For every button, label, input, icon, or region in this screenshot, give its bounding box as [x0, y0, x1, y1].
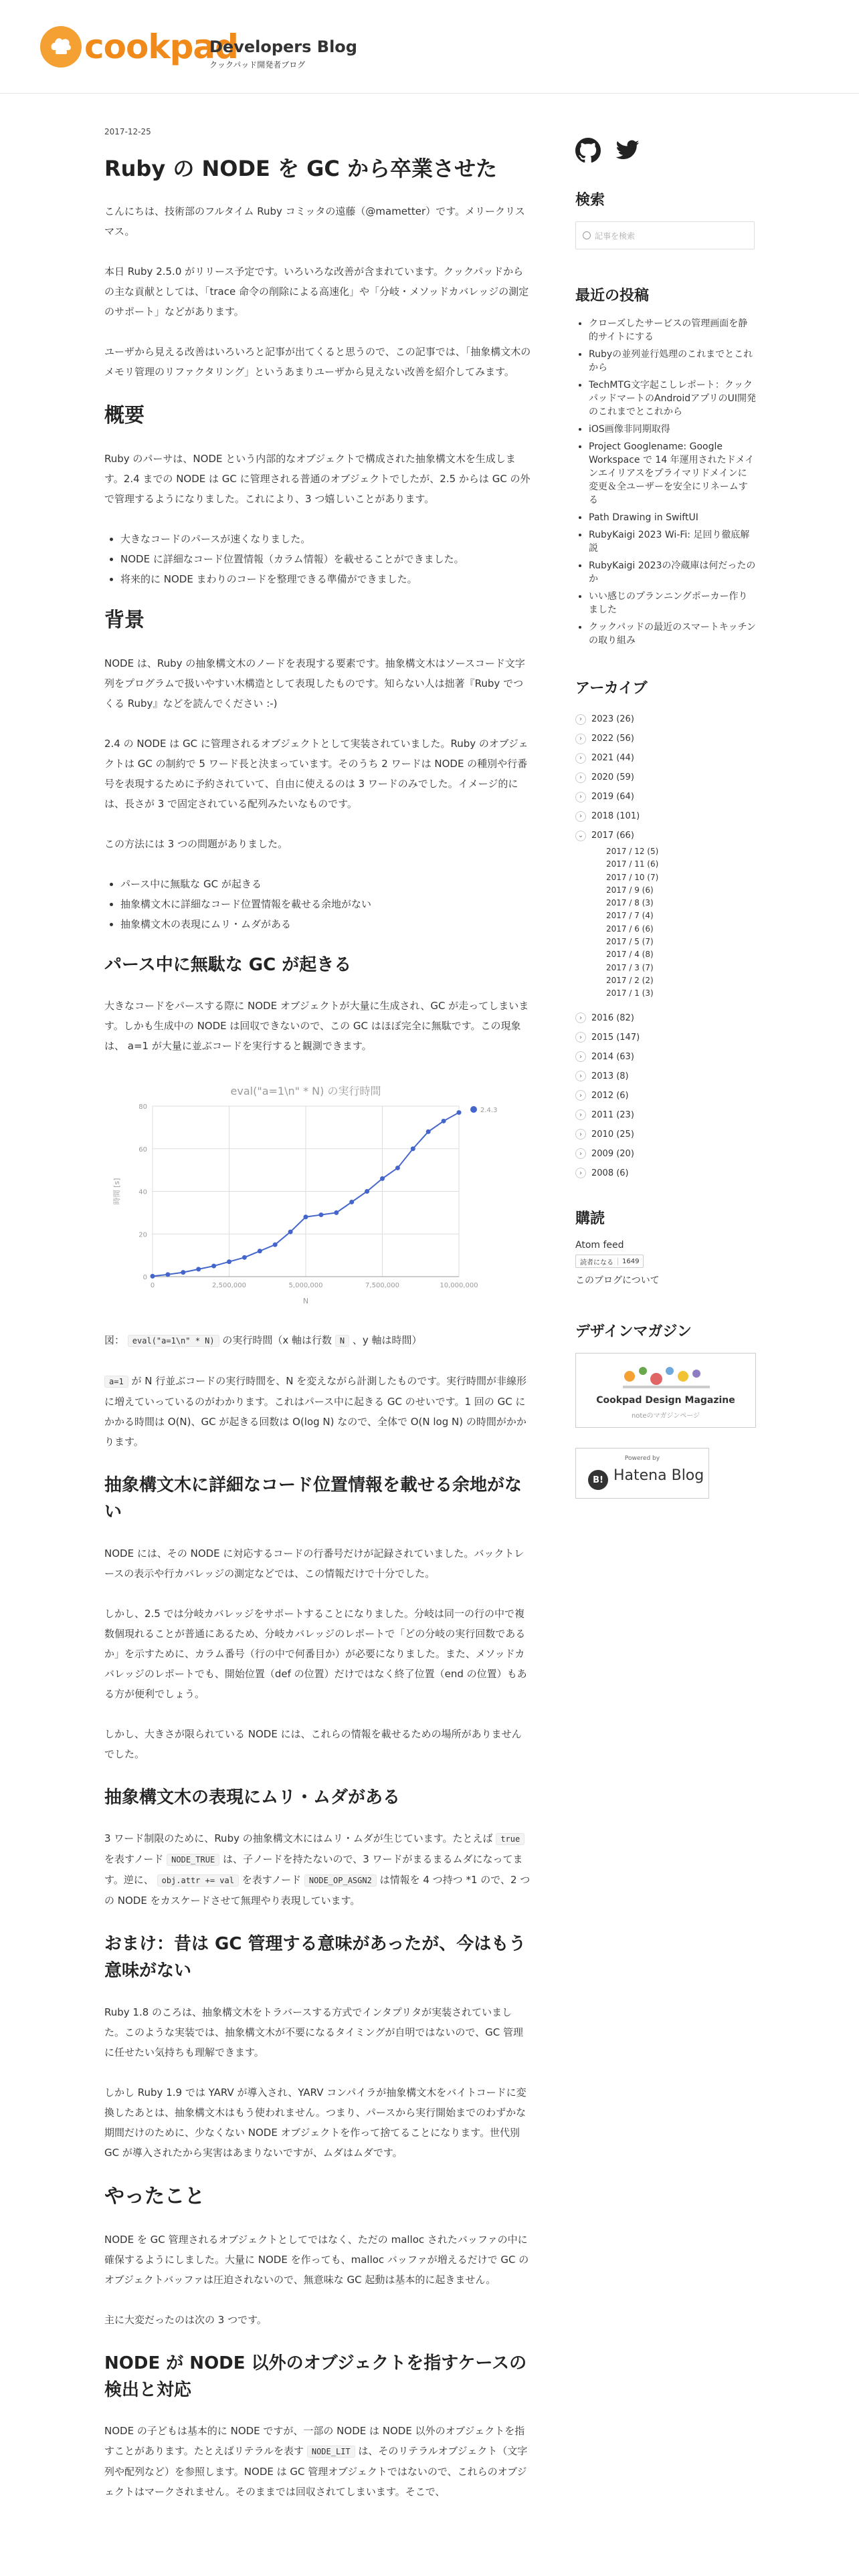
legend-label: 2.4.3	[480, 1107, 498, 1115]
subscribe-heading: 購読	[575, 1210, 605, 1227]
archive-year[interactable]	[575, 1144, 756, 1164]
heading-reference: NODE が NODE 以外のオブジェクトを指すケースの検出と対応	[104, 2353, 527, 2400]
inline-code: true	[496, 1833, 524, 1845]
list-item: • パース中に無駄な GC が起きる	[120, 874, 531, 894]
search-icon	[583, 231, 591, 239]
caption-code: eval("a=1\n" * N)	[128, 1335, 219, 1347]
archive-year-label[interactable]: 2019 (64)	[591, 792, 634, 802]
muri-text-e: は情報を 4 つ持つ *1 ので、2 つの NODE をカスケードさせて無理やり表現しています。	[104, 1873, 531, 1907]
archive-year-label[interactable]: 2016 (82)	[591, 1012, 634, 1023]
twitter-icon[interactable]	[614, 138, 641, 166]
x-tick-label: 0	[150, 1282, 155, 1290]
archive-year[interactable]	[575, 1105, 756, 1125]
line-chart	[104, 1076, 506, 1317]
muri-paragraph	[104, 1828, 531, 1911]
data-point	[411, 1146, 415, 1151]
background-paragraph-1: NODE は、Ruby の抽象構文木のノードを表現する要素です。抽象構文木はソースコード文字列をプログラムで扱いやすい木構造として表現したものです。知らない人は拙著『Ruby でつくる Ruby』などを読んでください :-)	[104, 657, 525, 710]
heading-gc: パース中に無駄な GC が起きる	[104, 954, 352, 975]
caption-end: 、y 軸は時間）	[352, 1334, 422, 1347]
archive-year[interactable]	[575, 729, 756, 748]
illustration-icon	[576, 1356, 757, 1396]
archive-year[interactable]	[575, 768, 756, 787]
archive-year-label[interactable]: 2011 (23)	[591, 1109, 634, 1120]
archive-year-label[interactable]: 2022 (56)	[591, 734, 634, 744]
location-paragraph-1: NODE には、その NODE に対応するコードの行番号だけが記録されていました。バックトレースの表示や行カバレッジの測定などでは、この情報だけで十分でした。	[104, 1547, 524, 1580]
omake-paragraph-2: しかし Ruby 1.9 では YARV が導入され、YARV コンパイラが抽象構文木をバイトコードに変換したあとは、抽象構文木はもう使われません。つまり、パースから実行開始までのわずかな期間だけのために、少なくない NODE オブジェクトを作って捨てることになります。世代別 GC が導入されたから実害はあまりないですが、ムダはムダです。	[104, 2086, 527, 2159]
chevron-right-icon[interactable]: ›	[575, 1168, 586, 1178]
chart-title: eval("a=1\n" * N) の実行時間	[230, 1085, 381, 1098]
archive-month[interactable]: 2017 / 5 (7)	[606, 937, 654, 947]
archive-year-label[interactable]: 2023 (26)	[591, 714, 634, 724]
location-paragraph-3: しかし、大きさが限られている NODE には、これらの情報を載せるための場所がありませんでした。	[104, 1727, 522, 1760]
hatena-name: Hatena Blog	[613, 1467, 704, 1485]
social-links	[575, 138, 756, 166]
data-point	[181, 1270, 185, 1275]
inline-code: a=1	[104, 1376, 128, 1388]
github-icon[interactable]	[575, 138, 601, 166]
powered-by-label: Powered by	[624, 1455, 660, 1463]
data-point	[211, 1264, 216, 1269]
archive-year-label[interactable]: 2014 (63)	[591, 1051, 634, 1062]
after-chart-text: が N 行並ぶコードの実行時間を、N を変えながら計測したものです。実行時間が非線形に増えていっているのがわかります。これはパース中に起きる GC のせいです。1 回の GC にかかる時間は O(N)、GC が起きる回数は O(log N) なので、全体で O(N log N) の時間がかかります。	[104, 1375, 527, 1448]
archive-year-label[interactable]: 2010 (25)	[591, 1129, 634, 1140]
data-point	[151, 1274, 155, 1279]
chevron-right-icon[interactable]: ›	[575, 1032, 586, 1043]
archive-year-label[interactable]: 2013 (8)	[591, 1071, 629, 1081]
recent-post-link[interactable]: • RubyKaigi 2023 Wi-Fi: 足回り徹底解説	[589, 528, 756, 555]
archive-year-label[interactable]: 2012 (6)	[591, 1090, 629, 1101]
archive-year-open[interactable]	[575, 826, 756, 845]
recent-post-link[interactable]: • TechMTG文字起こしレポート：クックパッドマートのAndroidアプリのUI開発のこれまでとこれから	[589, 379, 756, 419]
chevron-right-icon[interactable]: ›	[575, 1071, 586, 1081]
recent-post-link[interactable]: • iOS画像非同期取得	[589, 423, 756, 436]
muri-text-c: は、子ノードを持たないので、3 ワードがまるまるムダになってます。逆に、	[104, 1852, 523, 1886]
ref-text-a: NODE の子どもは基本的に NODE ですが、一部の NODE は NODE 以外のオブジェクトを指すことがあります。たとえばリテラルを表す	[104, 2425, 525, 2458]
data-point	[380, 1176, 385, 1181]
archive-month[interactable]: 2017 / 2 (2)	[606, 975, 654, 985]
chevron-right-icon[interactable]: ›	[575, 1109, 586, 1120]
overview-list	[120, 529, 531, 589]
archive-year[interactable]	[575, 1067, 756, 1086]
archive-month[interactable]: 2017 / 12 (5)	[606, 847, 659, 856]
heading-location: 抽象構文木に詳細なコード位置情報を載せる余地がない	[104, 1475, 522, 1523]
data-point	[288, 1230, 293, 1235]
archive-year[interactable]	[575, 748, 756, 768]
x-tick-label: 5,000,000	[288, 1282, 323, 1290]
inline-code: NODE_LIT	[307, 2446, 355, 2458]
intro-paragraph-1: こんにちは、技術部のフルタイム Ruby コミッタの遠藤（@mametter）です。メリークリスマス。	[104, 205, 525, 237]
logo-wordmark: cookpad	[84, 27, 238, 66]
blog-subtitle: クックパッド開発者ブログ	[209, 60, 306, 70]
archive-month[interactable]: 2017 / 8 (3)	[606, 898, 654, 908]
inline-code: obj.attr += val	[157, 1874, 239, 1887]
recent-post-link[interactable]: • Project Googlename: Google Workspace で 14 年運用されたドメインエイリアスをプライマリドメインに変更＆全ユーザーを安全にリネームする	[589, 440, 756, 507]
reference-paragraph	[104, 2421, 531, 2502]
chevron-right-icon[interactable]: ›	[575, 1090, 586, 1101]
chevron-right-icon[interactable]: ›	[575, 772, 586, 783]
chart-caption	[104, 1330, 531, 1351]
recent-post-link[interactable]: • Rubyの並列並行処理のこれまでとこれから	[589, 348, 756, 374]
data-point	[242, 1255, 247, 1260]
hatena-logo-icon: B!	[588, 1470, 608, 1490]
heading-done: やったこと	[104, 2184, 205, 2208]
archive-year-label[interactable]: 2008 (6)	[591, 1168, 629, 1178]
subscriber-count: 1649	[617, 1258, 643, 1265]
chevron-right-icon[interactable]: ›	[575, 734, 586, 744]
after-chart-paragraph	[104, 1371, 531, 1452]
design-heading: デザインマガジン	[575, 1323, 692, 1341]
heading-muri: 抽象構文木の表現にムリ・ムダがある	[104, 1787, 401, 1808]
data-point	[365, 1189, 369, 1194]
archive-month[interactable]: 2017 / 6 (6)	[606, 924, 654, 934]
data-point	[227, 1259, 231, 1264]
y-tick-label: 80	[138, 1103, 147, 1111]
recent-post-link[interactable]: • いい感じのプランニングポーカー作りました	[589, 590, 756, 617]
muri-text-b: を表すノード	[104, 1852, 164, 1865]
y-axis-label: 時間 [s]	[112, 1178, 121, 1205]
data-point	[457, 1110, 462, 1115]
overview-paragraph: Ruby のパーサは、NODE という内部的なオブジェクトで構成された抽象構文木を生成します。2.4 までの NODE は GC に管理される普通のオブジェクトでしたが、2.5 からは GC の外で管理するようになりました。これにより、3 つ嬉しいことがあります。	[104, 452, 531, 505]
archive-year-label[interactable]: 2021 (44)	[591, 753, 634, 763]
inline-code: NODE_OP_ASGN2	[304, 1874, 377, 1887]
article	[104, 127, 531, 2522]
recent-post-link[interactable]: • Path Drawing in SwiftUI	[589, 511, 756, 524]
search-placeholder: 記事を検索	[595, 231, 636, 241]
archive-year-label[interactable]: 2009 (20)	[591, 1148, 634, 1159]
intro-paragraph-2: 本日 Ruby 2.5.0 がリリース予定です。いろいろな改善が含まれています。クックパッドからの主な貢献としては、「trace 命令の削除による高速化」や「分岐・メソッドカバレッジの測定のサポート」などがあります。	[104, 265, 529, 318]
data-point	[196, 1267, 201, 1271]
post-date[interactable]: 2017-12-25	[104, 127, 151, 136]
list-item: • NODE に詳細なコード位置情報（カラム情報）を載せることができました。	[120, 549, 531, 569]
chevron-right-icon[interactable]: ›	[575, 811, 586, 822]
chevron-right-icon[interactable]: ›	[575, 792, 586, 802]
design-magazine-sub: noteのマガジンページ	[631, 1412, 700, 1420]
archive-month[interactable]: 2017 / 1 (3)	[606, 988, 654, 998]
data-point	[442, 1119, 446, 1123]
archive-month[interactable]: 2017 / 3 (7)	[606, 962, 654, 972]
execution-time-chart	[104, 1076, 506, 1317]
heading-omake: おまけ：昔は GC 管理する意味があったが、今はもう意味がない	[104, 1933, 527, 1981]
intro-paragraph-3: ユーザから見える改善はいろいろと記事が出てくると思うので、この記事では、「抽象構文木のメモリ管理のリファクタリング」というあまりユーザから見えない改善を紹介してみます。	[104, 345, 531, 378]
data-point	[349, 1200, 354, 1204]
data-point	[395, 1166, 400, 1170]
archive-month[interactable]: 2017 / 7 (4)	[606, 911, 654, 921]
archive-year[interactable]	[575, 1047, 756, 1067]
gc-paragraph: 大きなコードをパースする際に NODE オブジェクトが大量に生成され、GC が走ってしまいます。しかも生成中の NODE は回収できないので、この GC はほぼ完全に無駄です。この現象は、 a=1 が大量に並ぶコードを実行すると観測できます。	[104, 1000, 529, 1053]
caption-text: の実行時間（x 軸は行数	[222, 1334, 332, 1347]
about-link[interactable]: このブログについて	[575, 1275, 660, 1287]
archive-year[interactable]	[575, 1028, 756, 1047]
design-magazine-banner[interactable]	[575, 1353, 756, 1428]
archive-month[interactable]: 2017 / 4 (8)	[606, 950, 654, 960]
chef-hat-icon	[40, 26, 82, 68]
archive-year-label[interactable]: 2020 (59)	[591, 772, 634, 782]
data-point	[165, 1272, 170, 1277]
archive-year[interactable]	[575, 1086, 756, 1105]
heading-overview: 概要	[104, 403, 145, 427]
recent-post-link[interactable]: • クローズしたサービスの管理画面を静的サイトにする	[589, 317, 756, 344]
cookpad-logo[interactable]	[40, 25, 238, 68]
archive-list	[575, 710, 756, 1183]
x-axis-label: N	[302, 1297, 309, 1306]
archive-year[interactable]	[575, 1008, 756, 1028]
chevron-right-icon[interactable]: ›	[575, 1148, 586, 1159]
location-paragraph-2: しかし、2.5 では分岐カバレッジをサポートすることになりました。分岐は同一の行の中で複数個現れることが普通にあるため、分岐カバレッジのレポートで「どの分岐の実行回数であるか」を示すために、カラム番号（行の中で何番目か）が必要になりました。また、メソッドカバレッジのレポートでも、開始位置（def の位置）だけではなく終了位置（end の位置）もある方が便利でしょう。	[104, 1607, 527, 1700]
data-point	[258, 1249, 262, 1253]
x-tick-label: 7,500,000	[365, 1282, 399, 1290]
archive-month[interactable]: 2017 / 11 (6)	[606, 859, 659, 869]
archive-year[interactable]	[575, 1125, 756, 1144]
caption-code-n: N	[335, 1335, 349, 1347]
post-title[interactable]: Ruby の NODE を GC から卒業させた	[104, 156, 498, 181]
search-input[interactable]	[575, 221, 755, 249]
data-point	[426, 1130, 431, 1134]
chevron-down-icon[interactable]: ⌄	[575, 831, 586, 841]
subscribe-label[interactable]: 読者になる	[580, 1259, 613, 1267]
x-tick-label: 2,500,000	[212, 1282, 246, 1290]
background-paragraph-2: 2.4 の NODE は GC に管理されるオブジェクトとして実装されていました。Ruby のオブジェクトは GC の制約で 5 ワード長と決まっています。そのうち 2 ワードは NODE の種別や行番号を表現するために予約されていて、自由に使えるのは 3 ワードのみでした。イメージ的には、長さが 3 で固定されている配列みたいなものです。	[104, 737, 529, 810]
archive-month[interactable]: 2017 / 9 (6)	[606, 885, 654, 895]
problems-list	[120, 874, 531, 934]
muri-text-a: 3 ワード制限のために、Ruby の抽象構文木にはムリ・ムダが生じています。たとえば	[104, 1832, 493, 1844]
chevron-right-icon[interactable]: ›	[575, 1012, 586, 1023]
data-point	[304, 1214, 308, 1219]
heading-background: 背景	[104, 608, 145, 632]
chevron-right-icon[interactable]: ›	[575, 1129, 586, 1140]
archive-year-label[interactable]: 2018 (101)	[591, 811, 640, 821]
list-item: • 抽象構文木の表現にムリ・ムダがある	[120, 914, 531, 934]
legend-marker	[470, 1106, 477, 1113]
data-point	[334, 1210, 339, 1215]
design-magazine-title: Cookpad Design Magazine	[596, 1395, 735, 1406]
blog-title[interactable]: Developers Blog	[209, 37, 357, 56]
data-point	[273, 1243, 278, 1247]
archive-month[interactable]: 2017 / 10 (7)	[606, 872, 659, 882]
list-item: • 抽象構文木に詳細なコード位置情報を載せる余地がない	[120, 894, 531, 914]
y-tick-label: 40	[138, 1188, 147, 1196]
archive-year[interactable]	[575, 710, 756, 729]
y-tick-label: 60	[138, 1146, 147, 1154]
x-tick-label: 10,000,000	[440, 1282, 478, 1290]
spacer	[575, 1000, 756, 1008]
muri-text-d: を表すノード	[242, 1873, 302, 1886]
inline-code: NODE_TRUE	[167, 1854, 219, 1866]
caption-prefix: 図：	[104, 1334, 125, 1347]
list-item: • 大きなコードのパースが速くなりました。	[120, 529, 531, 549]
archive-months	[606, 845, 756, 1000]
ref-text-b: は、そのリテラルオブジェクト（文字列や配列など）を参照します。NODE は GC 管理オブジェクトではないので、これらのオブジェクトはマークされません。そのままでは回収されてしまいます。そこで、	[104, 2445, 528, 2498]
y-tick-label: 0	[142, 1274, 147, 1282]
archive-year-label[interactable]: 2017 (66)	[591, 831, 634, 841]
done-paragraph-1: NODE を GC 管理されるオブジェクトとしてではなく、ただの malloc されたバッファの中に確保するようにしました。大量に NODE を作っても、malloc バッファが増えるだけで GC のオブジェクトバッファは圧迫されないので、無意味な GC 起動は基本的に起きません。	[104, 2233, 529, 2286]
archive-year-label[interactable]: 2015 (147)	[591, 1032, 640, 1043]
archive-heading: アーカイブ	[575, 680, 648, 697]
chevron-right-icon[interactable]: ›	[575, 753, 586, 764]
omake-paragraph-1: Ruby 1.8 のころは、抽象構文木をトラバースする方式でインタプリタが実装されていました。このような実装では、抽象構文木が不要になるタイミングが自明ではないので、GC 管理に任せたい気持ちも理解できます。	[104, 2006, 523, 2058]
done-paragraph-2: 主に大変だったのは次の 3 つです。	[104, 2313, 267, 2326]
background-paragraph-3: この方法には 3 つの問題がありました。	[104, 837, 288, 850]
archive-year[interactable]	[575, 787, 756, 807]
hatena-blog-banner[interactable]	[575, 1448, 709, 1499]
recent-posts	[575, 317, 756, 647]
site-header	[0, 0, 859, 94]
y-tick-label: 20	[138, 1231, 147, 1239]
subscribe-button[interactable]	[575, 1255, 644, 1268]
list-item: • 将来的に NODE まわりのコードを整理できる準備ができました。	[120, 569, 531, 589]
archive-year[interactable]	[575, 1164, 756, 1183]
recent-heading: 最近の投稿	[575, 288, 650, 304]
search-heading: 検索	[575, 192, 605, 209]
chevron-right-icon[interactable]: ›	[575, 1051, 586, 1062]
archive-year[interactable]	[575, 807, 756, 826]
data-point	[318, 1212, 323, 1217]
recent-post-link[interactable]: • RubyKaigi 2023の冷蔵庫は何だったのか	[589, 559, 756, 586]
atom-feed-link[interactable]: Atom feed	[575, 1239, 624, 1251]
sidebar	[575, 138, 756, 1499]
recent-post-link[interactable]: • クックパッドの最近のスマートキッチンの取り組み	[589, 621, 756, 647]
chevron-right-icon[interactable]: ›	[575, 714, 586, 725]
